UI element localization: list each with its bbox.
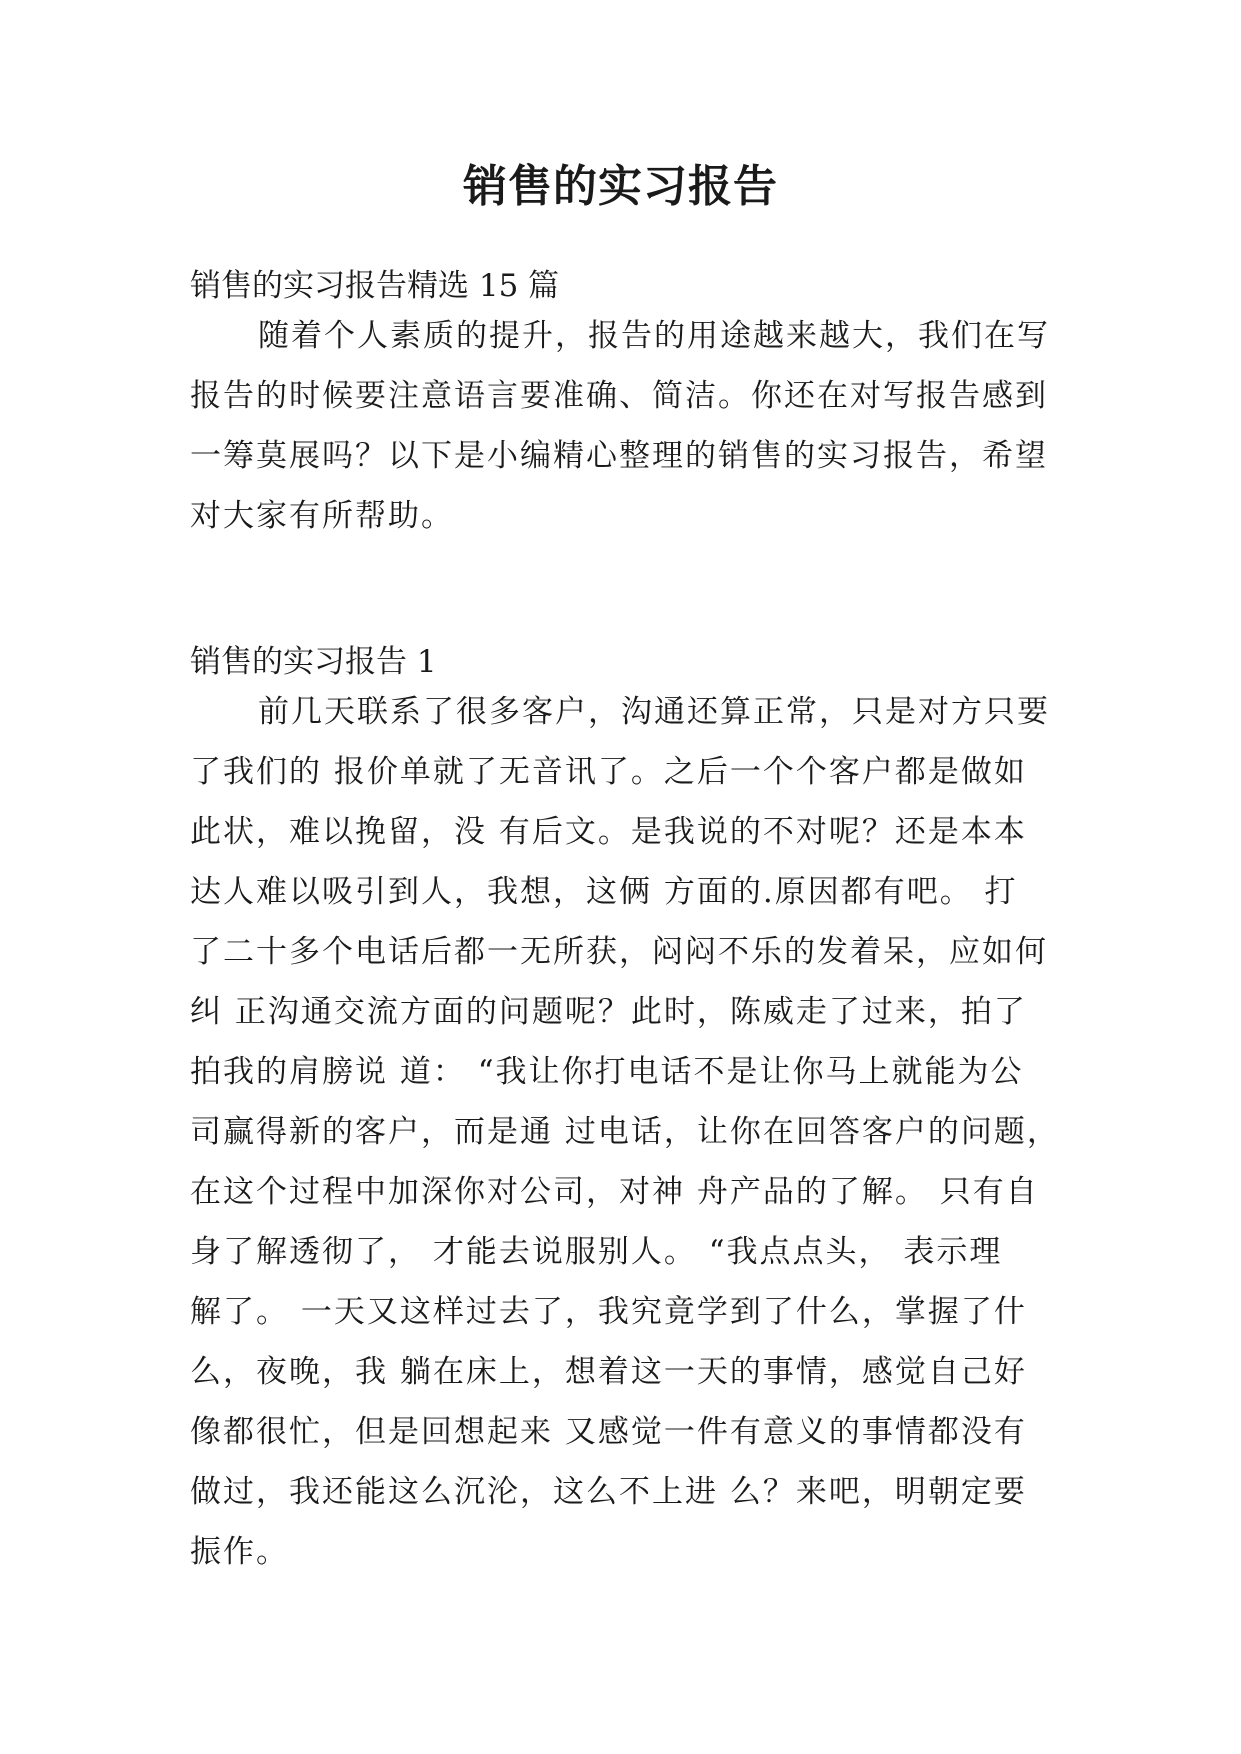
document-title: 销售的实习报告	[463, 161, 778, 212]
section1-paragraph	[190, 682, 1070, 1582]
paragraph-line: 做过，我还能这么沉沦，这么不上进 么？来吧，明朝定要	[190, 1474, 1027, 1510]
paragraph-line: 像都很忙，但是回想起来 又感觉一件有意义的事情都没有	[190, 1414, 1027, 1450]
paragraph-line: 振作。	[190, 1534, 289, 1570]
paragraph-line: 随着个人素质的提升，报告的用途越来越大，我们在写	[258, 318, 1050, 354]
paragraph-line: 么，夜晚，我 躺在床上，想着这一天的事情，感觉自己好	[190, 1354, 1027, 1390]
paragraph-line: 前几天联系了很多客户，沟通还算正常，只是对方只要	[258, 694, 1050, 730]
intro-paragraph	[190, 306, 1070, 546]
paragraph-line: 一筹莫展吗？以下是小编精心整理的销售的实习报告，希望	[190, 438, 1048, 474]
section1-heading: 销售的实习报告 1	[190, 644, 437, 680]
paragraph-line: 解了。 一天又这样过去了，我究竟学到了什么，掌握了什	[190, 1294, 1027, 1330]
paragraph-line: 达人难以吸引到人，我想，这俩 方面的.原因都有吧。 打	[190, 874, 1018, 910]
paragraph-line: 此状，难以挽留，没 有后文。是我说的不对呢？还是本本	[190, 814, 1027, 850]
paragraph-line: 司赢得新的客户，而是通 过电话，让你在回答客户的问题，	[190, 1114, 1060, 1150]
paragraph-line: 报告的时候要注意语言要准确、简洁。你还在对写报告感到	[190, 378, 1048, 414]
paragraph-line: 了二十多个电话后都一无所获，闷闷不乐的发着呆，应如何	[190, 934, 1048, 970]
paragraph-line: 身了解透彻了， 才能去说服别人。 “我点点头， 表示理	[190, 1234, 1003, 1270]
paragraph-line: 了我们的 报价单就了无音讯了。之后一个个客户都是做如	[190, 754, 1027, 790]
intro-heading: 销售的实习报告精选 15 篇	[190, 268, 560, 304]
paragraph-line: 拍我的肩膀说 道： “我让你打电话不是让你马上就能为公	[190, 1054, 1024, 1090]
paragraph-line: 在这个过程中加深你对公司，对神 舟产品的了解。 只有自	[190, 1174, 1039, 1210]
paragraph-line: 对大家有所帮助。	[190, 498, 454, 534]
paragraph-line: 纠 正沟通交流方面的问题呢？此时，陈威走了过来，拍了	[190, 994, 1027, 1030]
